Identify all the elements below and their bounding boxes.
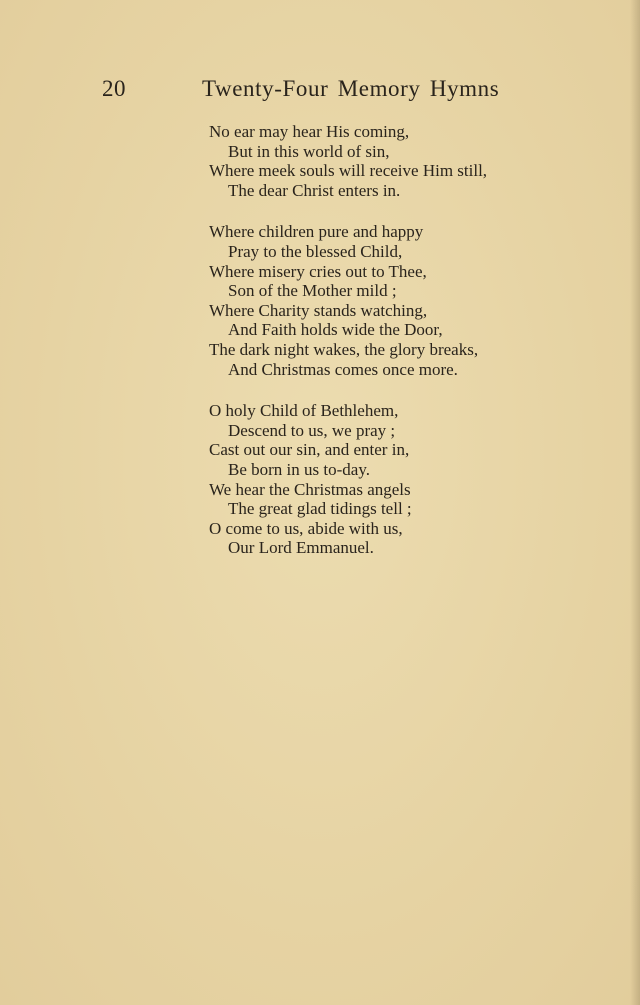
verse-line: Cast out our sin, and enter in, [209, 440, 410, 460]
verse-line: Where children pure and happy [209, 222, 424, 242]
verse-line: We hear the Christmas angels [209, 479, 411, 499]
verse-line: O come to us, abide with us, [209, 518, 403, 538]
verse-line: Where Charity stands watching, [209, 300, 428, 320]
verse-line: The dear Christ enters in. [228, 180, 401, 200]
stanza-1 [209, 122, 609, 200]
verse-line: No ear may hear His coming, [209, 122, 410, 141]
hymn-text [209, 122, 609, 580]
verse-line: Where meek souls will receive Him still, [209, 161, 488, 181]
verse-line: The great glad tidings tell ; [228, 499, 412, 519]
verse-line: Descend to us, we pray ; [228, 420, 396, 440]
verse-line: Son of the Mother mild ; [228, 281, 397, 301]
verse-line: Pray to the blessed Child, [228, 241, 403, 261]
verse-line: Our Lord Emmanuel. [228, 538, 374, 558]
page-header [0, 76, 640, 106]
verse-line: But in this world of sin, [228, 141, 390, 161]
stanza-2 [209, 222, 609, 379]
page-number: 20 [102, 76, 126, 101]
verse-line: And Faith holds wide the Door, [228, 320, 443, 340]
verse-line: O holy Child of Bethlehem, [209, 401, 399, 421]
verse-line: Be born in us to-day. [228, 459, 370, 479]
verse-line: Where misery cries out to Thee, [209, 261, 427, 281]
page-edge-shadow [630, 0, 640, 1005]
stanza-3 [209, 401, 609, 558]
verse-line: The dark night wakes, the glory breaks, [209, 339, 479, 359]
verse-line: And Christmas comes once more. [228, 359, 458, 379]
running-title: Twenty-Four Memory Hymns [202, 76, 500, 101]
